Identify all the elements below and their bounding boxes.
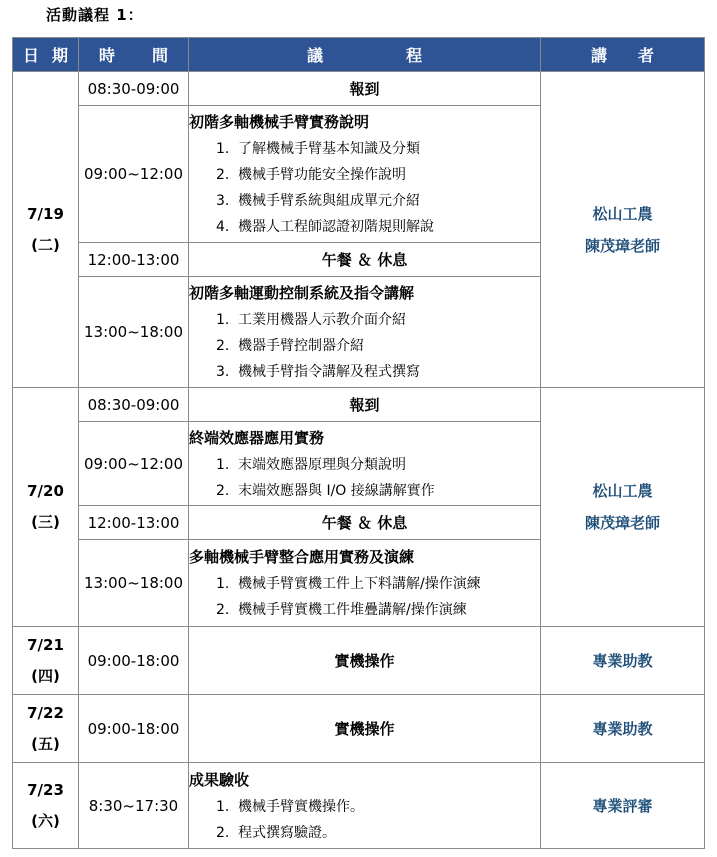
time-cell: 12:00-13:00 (79, 243, 189, 277)
agenda-table (12, 37, 705, 849)
agenda-topic (189, 422, 541, 506)
weekday-label: (五) (31, 734, 60, 753)
time-cell: 13:00~18:00 (79, 277, 189, 388)
speaker-name: 陳茂璋老師 (584, 236, 660, 255)
agenda-title: 實機操作 (189, 627, 541, 695)
date-cell (13, 72, 79, 388)
agenda-topic (189, 106, 541, 243)
list-item: 1. 機械手臂實機操作。 (216, 798, 364, 815)
speaker-school: 松山工農 (592, 482, 653, 500)
list-item: 1. 末端效應器原理與分類說明 (216, 456, 406, 473)
list-item: 2. 機械手臂功能安全操作說明 (216, 167, 406, 183)
time-cell: 08:30-09:00 (79, 388, 189, 422)
agenda-topic (189, 763, 541, 849)
time-cell: 09:00-18:00 (79, 695, 189, 763)
speaker-cell: 專業助教 (541, 695, 705, 763)
list-item: 3. 機械手臂指令講解及程式撰寫 (216, 364, 420, 380)
date-cell (13, 763, 79, 849)
date-label: 7/20 (27, 482, 64, 500)
speaker-cell: 專業評審 (541, 763, 705, 849)
agenda-title: 報到 (189, 72, 541, 106)
time-cell: 09:00-18:00 (79, 627, 189, 695)
table-row (13, 763, 705, 849)
weekday-label: (二) (31, 235, 60, 254)
date-label: 7/21 (27, 635, 64, 654)
time-cell: 08:30-09:00 (79, 72, 189, 106)
header-agenda: 議 程 (189, 38, 541, 72)
list-item: 1. 了解機械手臂基本知識及分類 (216, 141, 420, 157)
header-time: 時 間 (79, 38, 189, 72)
table-row (13, 695, 705, 763)
speaker-school: 松山工農 (592, 204, 653, 223)
speaker-cell (541, 72, 705, 388)
time-cell: 09:00~12:00 (79, 106, 189, 243)
topic-title: 多軸機械手臂整合應用實務及演練 (189, 548, 415, 566)
list-item: 4. 機器人工程師認證初階規則解說 (216, 219, 434, 235)
time-cell: 09:00~12:00 (79, 422, 189, 506)
list-item: 1. 工業用機器人示教介面介紹 (216, 312, 406, 328)
date-cell (13, 388, 79, 627)
weekday-label: (三) (31, 513, 60, 531)
time-cell: 8:30~17:30 (79, 763, 189, 849)
speaker-cell (541, 388, 705, 627)
agenda-topic (189, 540, 541, 627)
list-item: 2. 機械手臂實機工件堆疊講解/操作演練 (216, 602, 467, 618)
agenda-title: 實機操作 (189, 695, 541, 763)
list-item: 2. 機器手臂控制器介紹 (216, 338, 364, 354)
speaker-name: 陳茂璋老師 (584, 514, 660, 532)
agenda-topic (189, 277, 541, 388)
agenda-title: 午餐 ＆ 休息 (189, 243, 541, 277)
topic-title: 成果驗收 (189, 770, 250, 789)
date-cell (13, 627, 79, 695)
list-item: 2. 程式撰寫驗證。 (216, 824, 336, 841)
table-row (13, 388, 705, 422)
agenda-title: 報到 (189, 388, 541, 422)
list-item: 2. 末端效應器與 I/O 接線講解實作 (216, 482, 435, 499)
header-speaker: 講 者 (541, 38, 705, 72)
header-date: 日 期 (13, 38, 79, 72)
page-heading: 活動議程 1： (46, 6, 144, 24)
agenda-title: 午餐 ＆ 休息 (189, 506, 541, 540)
speaker-cell: 專業助教 (541, 627, 705, 695)
list-item: 3. 機械手臂系統與組成單元介紹 (216, 193, 420, 209)
time-cell: 12:00-13:00 (79, 506, 189, 540)
weekday-label: (六) (31, 811, 60, 830)
date-label: 7/19 (27, 204, 64, 223)
list-item: 1. 機械手臂實機工件上下料講解/操作演練 (216, 576, 481, 592)
header-row (13, 38, 705, 72)
weekday-label: (四) (31, 666, 60, 685)
table-row (13, 72, 705, 106)
topic-title: 初階多軸機械手臂實務說明 (189, 113, 370, 131)
table-row (13, 627, 705, 695)
date-cell (13, 695, 79, 763)
date-label: 7/22 (27, 703, 64, 722)
topic-title: 終端效應器應用實務 (189, 428, 325, 447)
date-label: 7/23 (27, 780, 64, 799)
topic-title: 初階多軸運動控制系統及指令講解 (189, 284, 415, 302)
time-cell: 13:00~18:00 (79, 540, 189, 627)
